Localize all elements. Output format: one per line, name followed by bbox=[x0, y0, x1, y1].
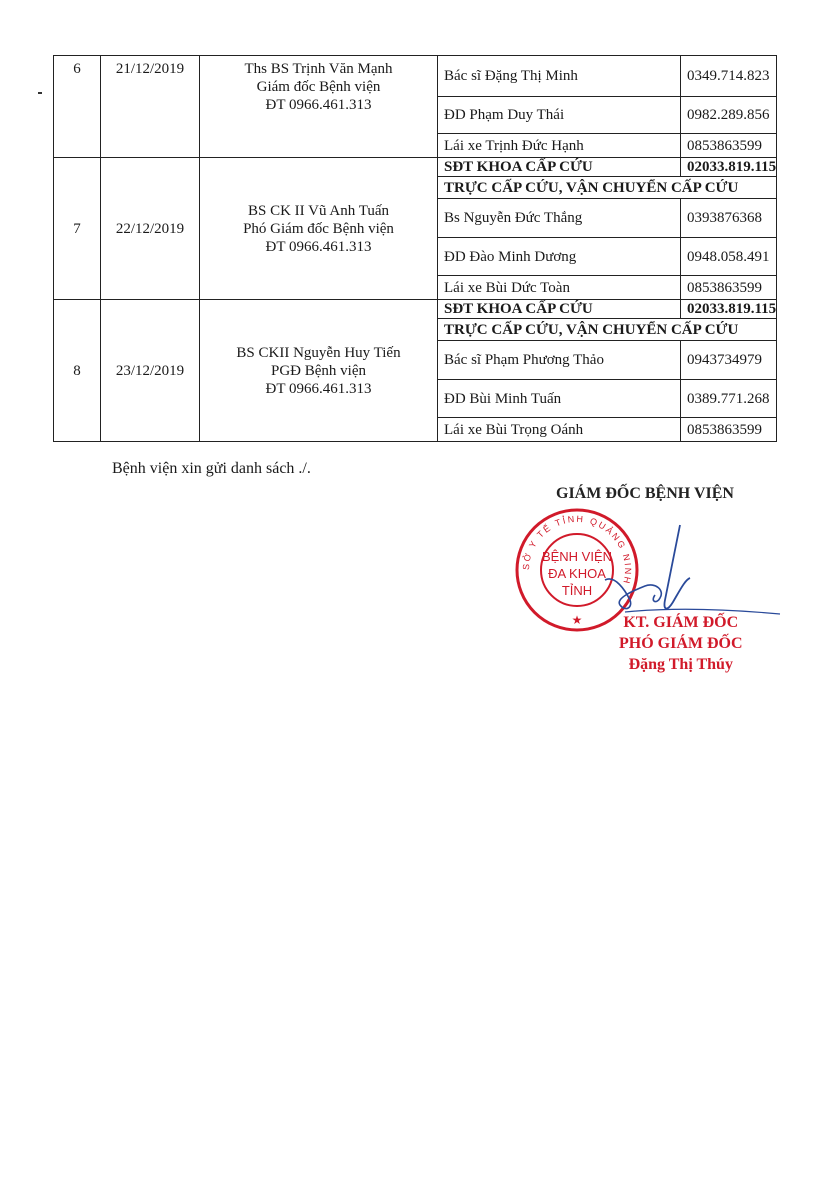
staff-phone: 0982.289.856 bbox=[681, 97, 777, 134]
emergency-label: SĐT KHOA CẤP CỨU bbox=[438, 158, 681, 177]
stamp-line: TỈNH bbox=[561, 583, 593, 598]
row-number: 7 bbox=[54, 158, 101, 300]
signer-position: PHÓ GIÁM ĐỐC bbox=[619, 635, 743, 652]
staff-name: ĐD Đào Minh Dương bbox=[438, 238, 681, 276]
duty-date: 23/12/2019 bbox=[101, 300, 200, 442]
row-number: 6 bbox=[54, 56, 101, 158]
emergency-label: SĐT KHOA CẤP CỨU bbox=[438, 300, 681, 319]
emergency-phone: 02033.819.115 bbox=[681, 300, 777, 319]
staff-phone: 0853863599 bbox=[681, 418, 777, 442]
leader-cell bbox=[200, 158, 438, 300]
margin-mark bbox=[38, 92, 42, 94]
signature-title: GIÁM ĐỐC BỆNH VIỆN bbox=[556, 485, 734, 502]
staff-name: Lái xe Bùi Trọng Oánh bbox=[438, 418, 681, 442]
staff-phone: 0393876368 bbox=[681, 199, 777, 238]
staff-phone: 0853863599 bbox=[681, 134, 777, 158]
duty-roster-table bbox=[53, 55, 777, 442]
leader-name: BS CKII Nguyễn Huy Tiến bbox=[236, 344, 401, 361]
emergency-phone: 02033.819.115 bbox=[681, 158, 777, 177]
signer-name: Đặng Thị Thúy bbox=[628, 656, 733, 673]
stamp-line: BỆNH VIỆN bbox=[541, 549, 613, 564]
closing-text: Bệnh viện xin gửi danh sách ./. bbox=[112, 460, 311, 477]
staff-phone: 0943734979 bbox=[681, 341, 777, 380]
staff-name: Bs Nguyễn Đức Thắng bbox=[438, 199, 681, 238]
duty-header: TRỰC CẤP CỨU, VẬN CHUYỂN CẤP CỨU bbox=[438, 177, 777, 199]
staff-name: ĐD Phạm Duy Thái bbox=[438, 97, 681, 134]
svg-text:★: ★ bbox=[571, 613, 583, 627]
stamp-line: ĐA KHOA bbox=[548, 566, 606, 581]
staff-name: Bác sĩ Phạm Phương Thảo bbox=[438, 341, 681, 380]
table-row bbox=[54, 158, 777, 177]
duty-date: 22/12/2019 bbox=[101, 158, 200, 300]
table-row bbox=[54, 56, 777, 97]
staff-phone: 0853863599 bbox=[681, 276, 777, 300]
leader-name: BS CK II Vũ Anh Tuấn bbox=[247, 202, 389, 219]
staff-name: Lái xe Trịnh Đức Hạnh bbox=[438, 134, 681, 158]
row-number: 8 bbox=[54, 300, 101, 442]
table-row bbox=[54, 300, 777, 319]
duty-header: TRỰC CẤP CỨU, VẬN CHUYỂN CẤP CỨU bbox=[438, 319, 777, 341]
leader-cell bbox=[200, 300, 438, 442]
staff-phone: 0948.058.491 bbox=[681, 238, 777, 276]
staff-phone: 0349.714.823 bbox=[681, 56, 777, 97]
leader-position: Giám đốc Bệnh viện bbox=[256, 79, 381, 95]
signer-block bbox=[619, 612, 743, 675]
staff-name: ĐD Bùi Minh Tuấn bbox=[438, 380, 681, 418]
staff-name: Bác sĩ Đặng Thị Minh bbox=[438, 56, 681, 97]
staff-phone: 0389.771.268 bbox=[681, 380, 777, 418]
leader-name: Ths BS Trịnh Văn Mạnh bbox=[244, 61, 393, 77]
staff-name: Lái xe Bùi Dức Toàn bbox=[438, 276, 681, 300]
signer-kt: KT. GIÁM ĐỐC bbox=[623, 614, 739, 631]
stamp-ring-text: SỞ Y TẾ TỈNH QUẢNG NINH bbox=[520, 513, 634, 587]
leader-position: Phó Giám đốc Bệnh viện bbox=[243, 220, 394, 237]
leader-phone: ĐT 0966.461.313 bbox=[265, 238, 372, 255]
duty-date: 21/12/2019 bbox=[101, 56, 200, 158]
leader-phone: ĐT 0966.461.313 bbox=[265, 380, 372, 397]
leader-position: PGĐ Bệnh viện bbox=[271, 362, 366, 379]
leader-cell bbox=[200, 56, 438, 158]
leader-phone: ĐT 0966.461.313 bbox=[265, 97, 372, 113]
